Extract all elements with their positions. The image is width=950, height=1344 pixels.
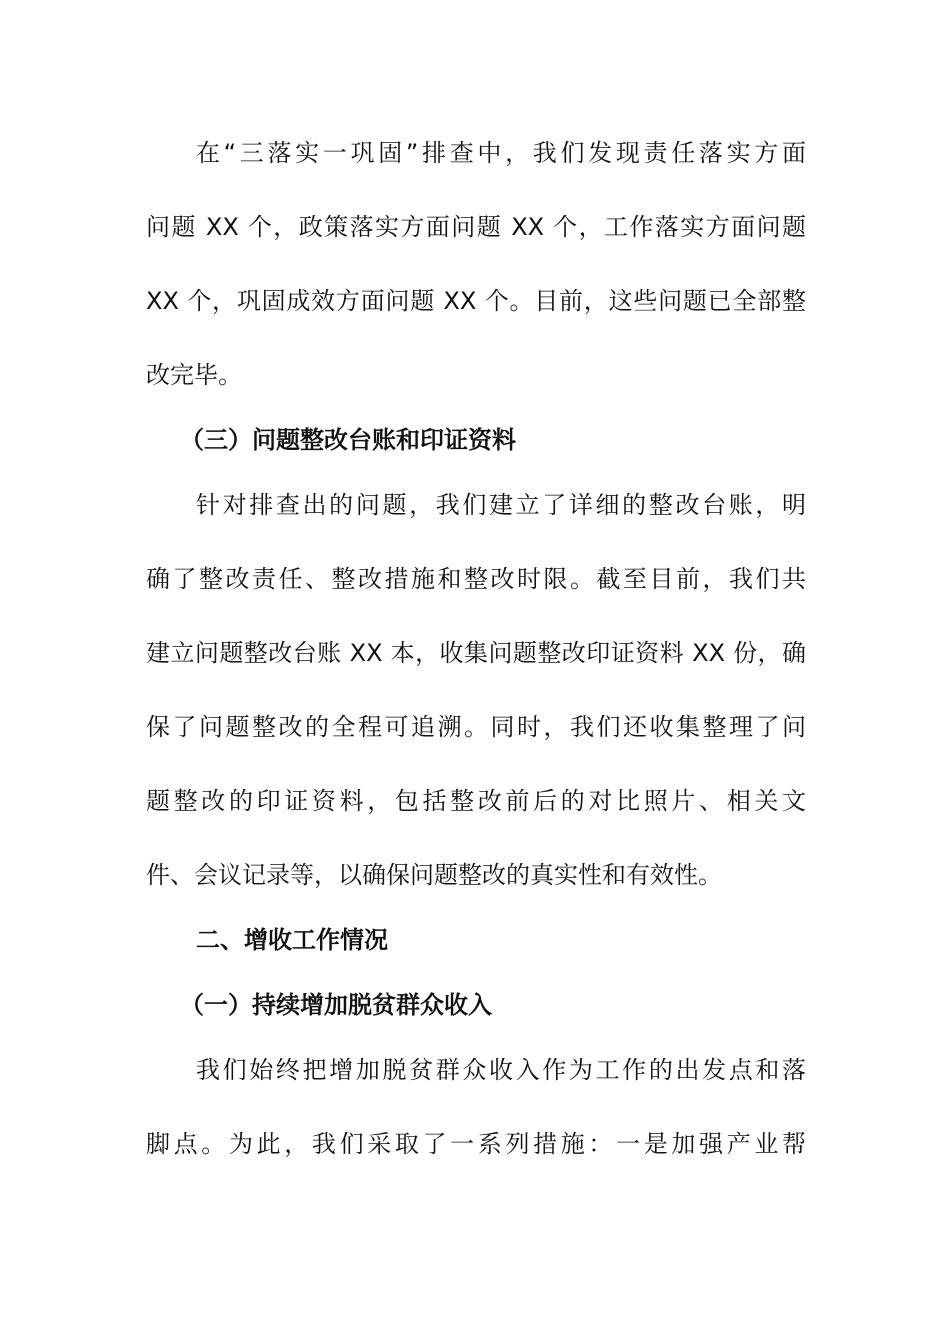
- paragraph-line: 保了问题整改的全程可追溯。同时，我们还收集整理了问: [146, 713, 806, 741]
- paragraph-line: 针对排查出的问题，我们建立了详细的整改台账，明: [196, 491, 806, 519]
- paragraph-line: 题整改的印证资料，包括整改前后的对比照片、相关文: [146, 787, 806, 815]
- paragraph-line: 改完毕。: [146, 361, 242, 389]
- paragraph-line: 问题 XX 个，政策落实方面问题 XX 个，工作落实方面问题: [146, 213, 806, 241]
- paragraph-line: 在“三落实一巩固”排查中，我们发现责任落实方面: [196, 139, 806, 167]
- section-heading: （三）问题整改台账和印证资料: [180, 426, 516, 454]
- section-title: 二、增收工作情况: [196, 926, 388, 954]
- paragraph-line: 我们始终把增加脱贫群众收入作为工作的出发点和落: [196, 1056, 806, 1084]
- paragraph-line: 件、会议记录等，以确保问题整改的真实性和有效性。: [146, 861, 722, 889]
- paragraph-line: 建立问题整改台账 XX 本，收集问题整改印证资料 XX 份，确: [146, 639, 806, 667]
- paragraph-line: 确了整改责任、整改措施和整改时限。截至目前，我们共: [146, 565, 806, 593]
- section-heading: （一）持续增加脱贫群众收入: [180, 991, 492, 1019]
- paragraph-line: XX 个，巩固成效方面问题 XX 个。目前，这些问题已全部整: [146, 287, 806, 315]
- paragraph-line: 脚点。为此，我们采取了一系列措施：一是加强产业帮: [146, 1130, 806, 1158]
